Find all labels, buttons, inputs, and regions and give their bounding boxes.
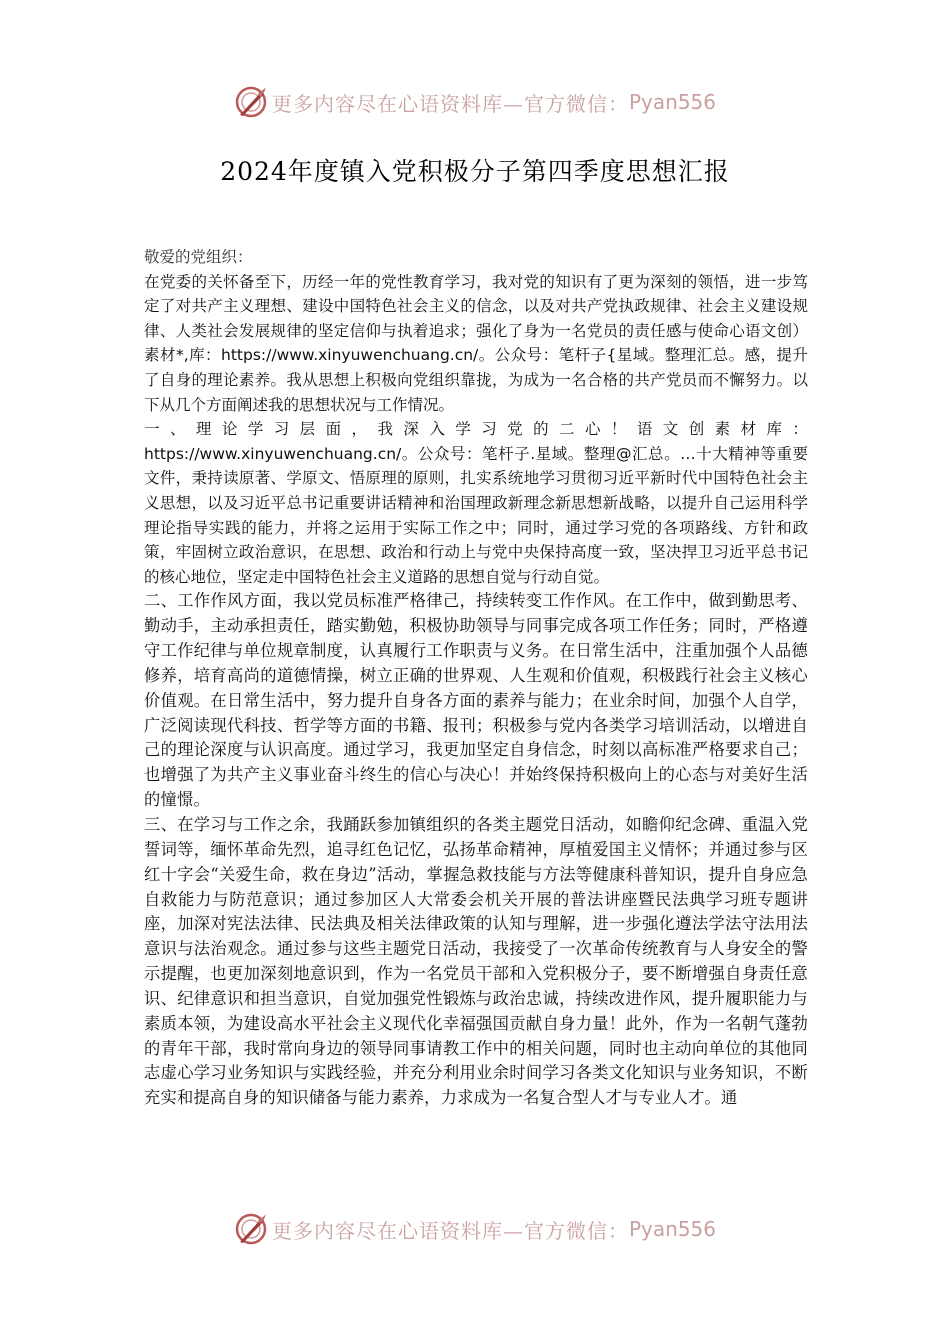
- paragraph-work-style: 二、工作作风方面，我以党员标准严格律己，持续转变工作作风。在工作中，做到勤思考、勤动手，主动承担责任，踏实勤勉，积极协助领导与同事完成各项工作任务；同时，严格遵守工作纪律与单位规章制度，认真履行工作职责与义务。在日常生活中，注重加强个人品德修养，培育高尚的道德情操，树立正确的世界观、人生观和价值观，积极践行社会主义核心价值观。在日常生活中，努力提升自身各方面的素养与能力；在业余时间，加强个人自学，广泛阅读现代科技、哲学等方面的书籍、报刊；积极参与党内各类学习培训活动，以增进自己的理论深度与认识高度。通过学习，我更加坚定自身信念，时刻以高标准严格要求自己；也增强了为共产主义事业奋斗终生的信心与决心！并始终保持积极向上的心态与对美好生活的憧憬。: [144, 591, 808, 810]
- document-title: 2024年度镇入党积极分子第四季度思想汇报: [220, 157, 730, 186]
- paragraph-party-activities: 三、在学习与工作之余，我踊跃参加镇组织的各类主题党日活动，如瞻仰纪念碑、重温入党誓词等，缅怀革命先烈，追寻红色记忆，弘扬革命精神，厚植爱国主义情怀；并通过参与区红十字会“关爱生命，救在身边”活动，掌握急救技能与方法等健康科普知识，提升自身应急自救能力与防范意识；通过参加区人大常委会机关开展的普法讲座暨民法典学习班专题讲座，加深对宪法法律、民法典及相关法律政策的认知与理解，进一步强化遵法学法守法用法意识与法治观念。通过参与这些主题党日活动，我接受了一次革命传统教育与人身安全的警示提醒，也更加深刻地意识到，作为一名党员干部和入党积极分子，要不断增强自身责任意识、纪律意识和担当意识，自觉加强党性锻炼与政治忠诚，持续改进作风，提升履职能力与素质本领，为建设高水平社会主义现代化幸福强国贡献自身力量！此外，作为一名朝气蓬勃的青年干部，我时常向身边的领导同事请教工作中的相关问题，同时也主动向单位的其他同志虚心学习业务知识与实践经验，并充分利用业余时间学习各类文化知识与业务知识，不断充实和提高自身的知识储备与能力素养，力求成为一名复合型人才与专业人才。通: [144, 815, 808, 1108]
- document-body: [144, 245, 808, 1111]
- watermark-footer: [0, 1209, 950, 1249]
- salutation: 敬爱的党组织：: [144, 248, 253, 266]
- watermark-header: [0, 82, 950, 122]
- watermark-text: 更多内容尽在心语资料库—官方微信：: [271, 91, 629, 116]
- watermark-handle: Pyan556: [628, 90, 716, 114]
- watermark-text: 更多内容尽在心语资料库—官方微信：: [271, 1218, 629, 1243]
- quill-logo-icon: [234, 1212, 268, 1246]
- watermark-handle: Pyan556: [628, 1217, 716, 1241]
- paragraph-theory-study: 一、理论学习层面，我深入学习党的二心！语文创素材库：https://www.xinyuwenchuang.cn/。公众号：笔杆子.星域。整理@汇总。…十大精神等重要文件，秉持读原著、学原文、悟原理的原则，扎实系统地学习贯彻习近平新时代中国特色社会主义思想，以及习近平总书记重要讲话精神和治国理政新理念新思想新战略，以提升自己运用科学理论指导实践的能力，并将之运用于实际工作之中；同时，通过学习党的各项路线、方针和政策，牢固树立政治意识，在思想、政治和行动上与党中央保持高度一致，坚决捍卫习近平总书记的核心地位，坚定走中国特色社会主义道路的思想自觉与行动自觉。: [144, 420, 808, 586]
- paragraph-intro: 在党委的关怀备至下，历经一年的党性教育学习，我对党的知识有了更为深刻的领悟，进一步笃定了对共产主义理想、建设中国特色社会主义的信念，以及对共产党执政规律、社会主义建设规律、人类社会发展规律的坚定信仰与执着追求；强化了身为一名党员的责任感与使命心语文创）素材*,库：https://www.xinyuwenchuang.cn/。公众号：笔杆子{星域。整理汇总。感，提升了自身的理论素养。我从思想上积极向党组织靠拢，为成为一名合格的共产党员而不懈努力。以下从几个方面阐述我的思想状况与工作情况。: [144, 272, 808, 414]
- quill-logo-icon: [234, 85, 268, 119]
